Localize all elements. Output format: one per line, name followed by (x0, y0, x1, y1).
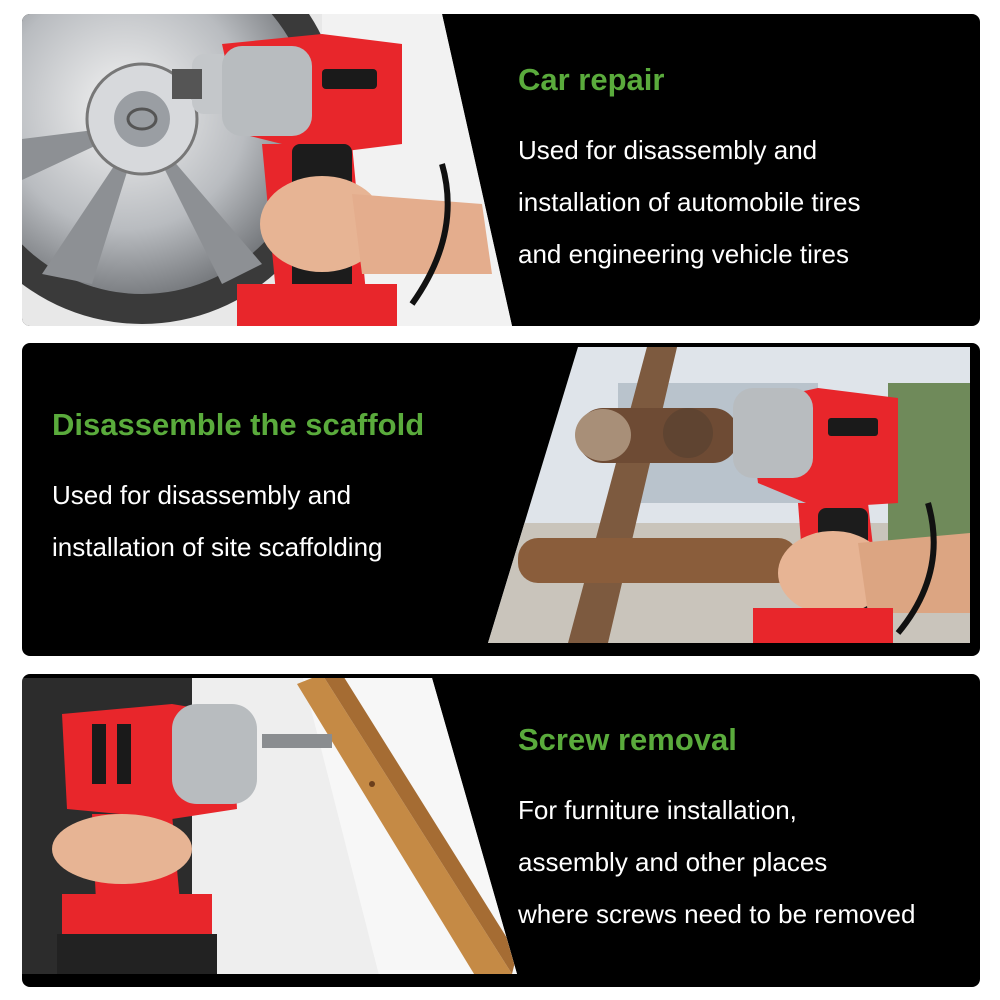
scaffold-line: installation of site scaffolding (52, 532, 383, 562)
scaffold-text (52, 407, 424, 573)
screw-removal-line: For furniture installation, (518, 795, 797, 825)
screw-removal-line: assembly and other places (518, 847, 828, 877)
screw-removal-heading: Screw removal (518, 722, 737, 757)
screw-removal-line: where screws need to be removed (518, 899, 916, 929)
car-repair-text (518, 62, 861, 280)
usage-panel-scaffold (22, 343, 980, 656)
scaffold-heading: Disassemble the scaffold (52, 407, 425, 442)
car-repair-photo (22, 14, 522, 326)
screw-removal-photo (22, 674, 522, 987)
screw-removal-text (518, 722, 915, 940)
car-repair-line: Used for disassembly and (518, 135, 818, 165)
usage-panel-screw-removal (22, 674, 980, 987)
car-repair-line: installation of automobile tires (518, 187, 861, 217)
scaffold-line: Used for disassembly and (52, 480, 352, 510)
scaffold-photo (488, 343, 980, 656)
usage-panel-car-repair (22, 14, 980, 326)
car-repair-line: and engineering vehicle tires (518, 239, 849, 269)
car-repair-heading: Car repair (518, 62, 665, 97)
